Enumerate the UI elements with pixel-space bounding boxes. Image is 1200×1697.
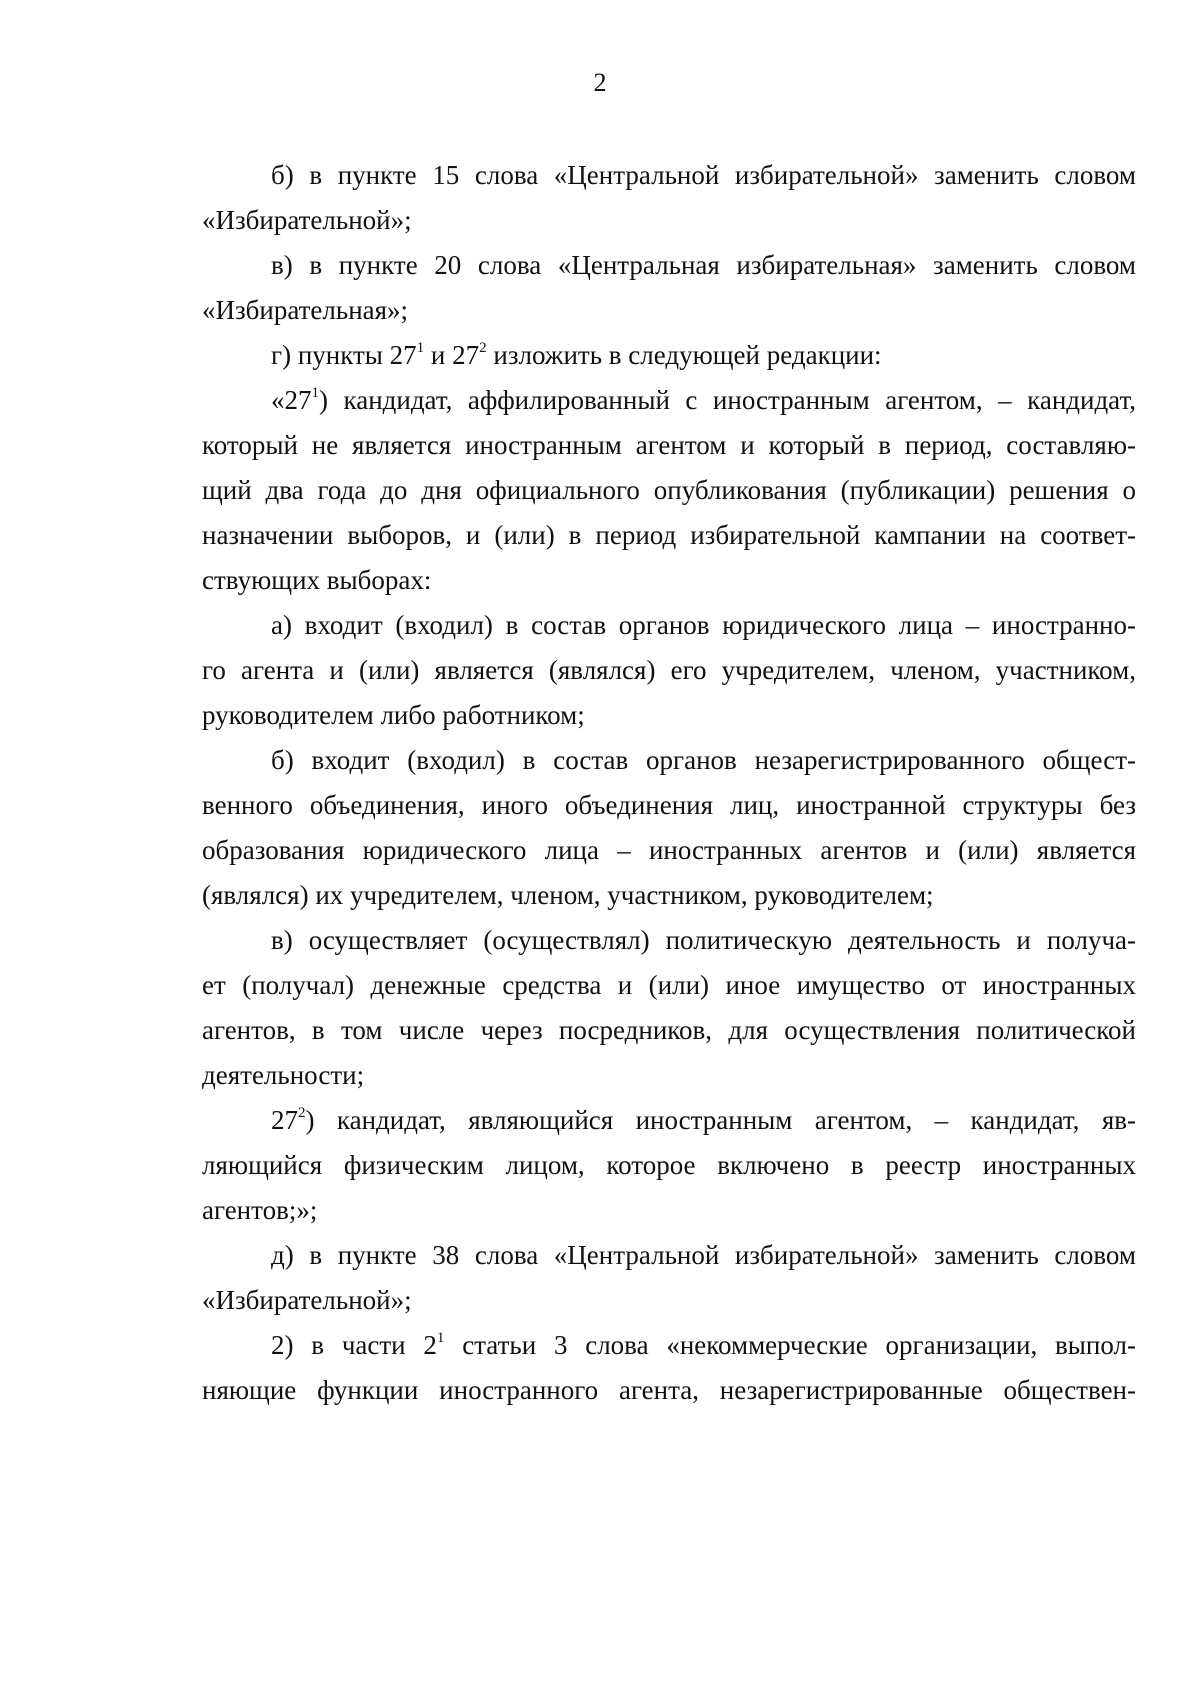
paragraph-v-item-20: [202, 243, 1136, 333]
paragraph-27-2-definition: [202, 1098, 1136, 1233]
text-line: «Избирательной»;: [202, 1285, 412, 1315]
superscript: 2: [298, 1105, 306, 1121]
paragraph-g-items-27: [202, 333, 1136, 378]
text-line: «Избирательная»;: [202, 295, 409, 325]
paragraph-v-sub: [202, 918, 1136, 1098]
paragraph-d-item-38: [202, 1233, 1136, 1323]
superscript: 1: [311, 385, 319, 401]
document-body: [202, 153, 1136, 1413]
text-fragment: 2) в части 2: [271, 1330, 437, 1360]
page-number: 2: [593, 68, 607, 97]
text-line: агентов;»;: [202, 1195, 318, 1225]
paragraph-a-sub: [202, 603, 1136, 738]
text-fragment: и 27: [424, 340, 480, 370]
text-line: агентов, в том числе через посредников, для осуществления политической: [202, 1015, 1136, 1045]
text-fragment: «27: [271, 385, 312, 415]
text-line: в) осуществляет (осуществлял) политическую деятельность и получа-: [271, 925, 1136, 955]
text-line: ствующих выборах:: [202, 565, 432, 595]
text-line: щий два года до дня официального опубликования (публикации) решения о: [202, 475, 1136, 505]
text-fragment: ) кандидат, аффилированный с иностранным агентом, – кандидат,: [319, 385, 1136, 415]
superscript: 2: [479, 340, 487, 356]
text-line: ляющийся физическим лицом, которое включено в реестр иностранных: [202, 1150, 1136, 1180]
text-line: назначении выборов, и (или) в период избирательной кампании на соответ-: [202, 520, 1136, 550]
paragraph-b-item-15: [202, 153, 1136, 243]
text-line: а) входит (входил) в состав органов юридического лица – иностранно-: [271, 610, 1136, 640]
text-line: венного объединения, иного объединения лиц, иностранной структуры без: [202, 790, 1136, 820]
text-fragment: ) кандидат, являющийся иностранным агентом, – кандидат, яв-: [305, 1105, 1136, 1135]
text-line: [202, 378, 1136, 423]
superscript: 1: [436, 1330, 445, 1346]
superscript: 1: [416, 340, 425, 356]
text-line: ет (получал) денежные средства и (или) иное имущество от иностранных: [202, 970, 1136, 1000]
text-line: б) в пункте 15 слова «Центральной избирательной» заменить словом: [271, 160, 1136, 190]
text-line: б) входит (входил) в состав органов незарегистрированного общест-: [271, 745, 1136, 775]
text-line: няющие функции иностранного агента, незарегистрированные обществен-: [202, 1375, 1136, 1405]
text-fragment: изложить в следующей редакции:: [486, 340, 882, 370]
text-line: [202, 1098, 1136, 1143]
text-line: (являлся) их учредителем, членом, участником, руководителем;: [202, 880, 934, 910]
text-line: [202, 1323, 1136, 1368]
text-line: который не является иностранным агентом и который в период, составляю-: [202, 430, 1136, 460]
text-line: в) в пункте 20 слова «Центральная избирательная» заменить словом: [271, 250, 1136, 280]
text-line: образования юридического лица – иностранных агентов и (или) является: [202, 835, 1136, 865]
text-fragment: 27: [271, 1105, 298, 1135]
text-line: го агента и (или) является (являлся) его учредителем, членом, участником,: [202, 655, 1136, 685]
text-line: деятельности;: [202, 1060, 365, 1090]
text-fragment: г) пункты 27: [271, 340, 417, 370]
paragraph-2-article-3: [202, 1323, 1136, 1413]
paragraph-27-1-definition: [202, 378, 1136, 603]
text-line: «Избирательной»;: [202, 205, 412, 235]
paragraph-b-sub: [202, 738, 1136, 918]
text-line: руководителем либо работником;: [202, 700, 585, 730]
text-line: [202, 333, 1136, 378]
text-fragment: статьи 3 слова «некоммерческие организации, выпол-: [444, 1330, 1136, 1360]
text-line: д) в пункте 38 слова «Центральной избирательной» заменить словом: [271, 1240, 1136, 1270]
